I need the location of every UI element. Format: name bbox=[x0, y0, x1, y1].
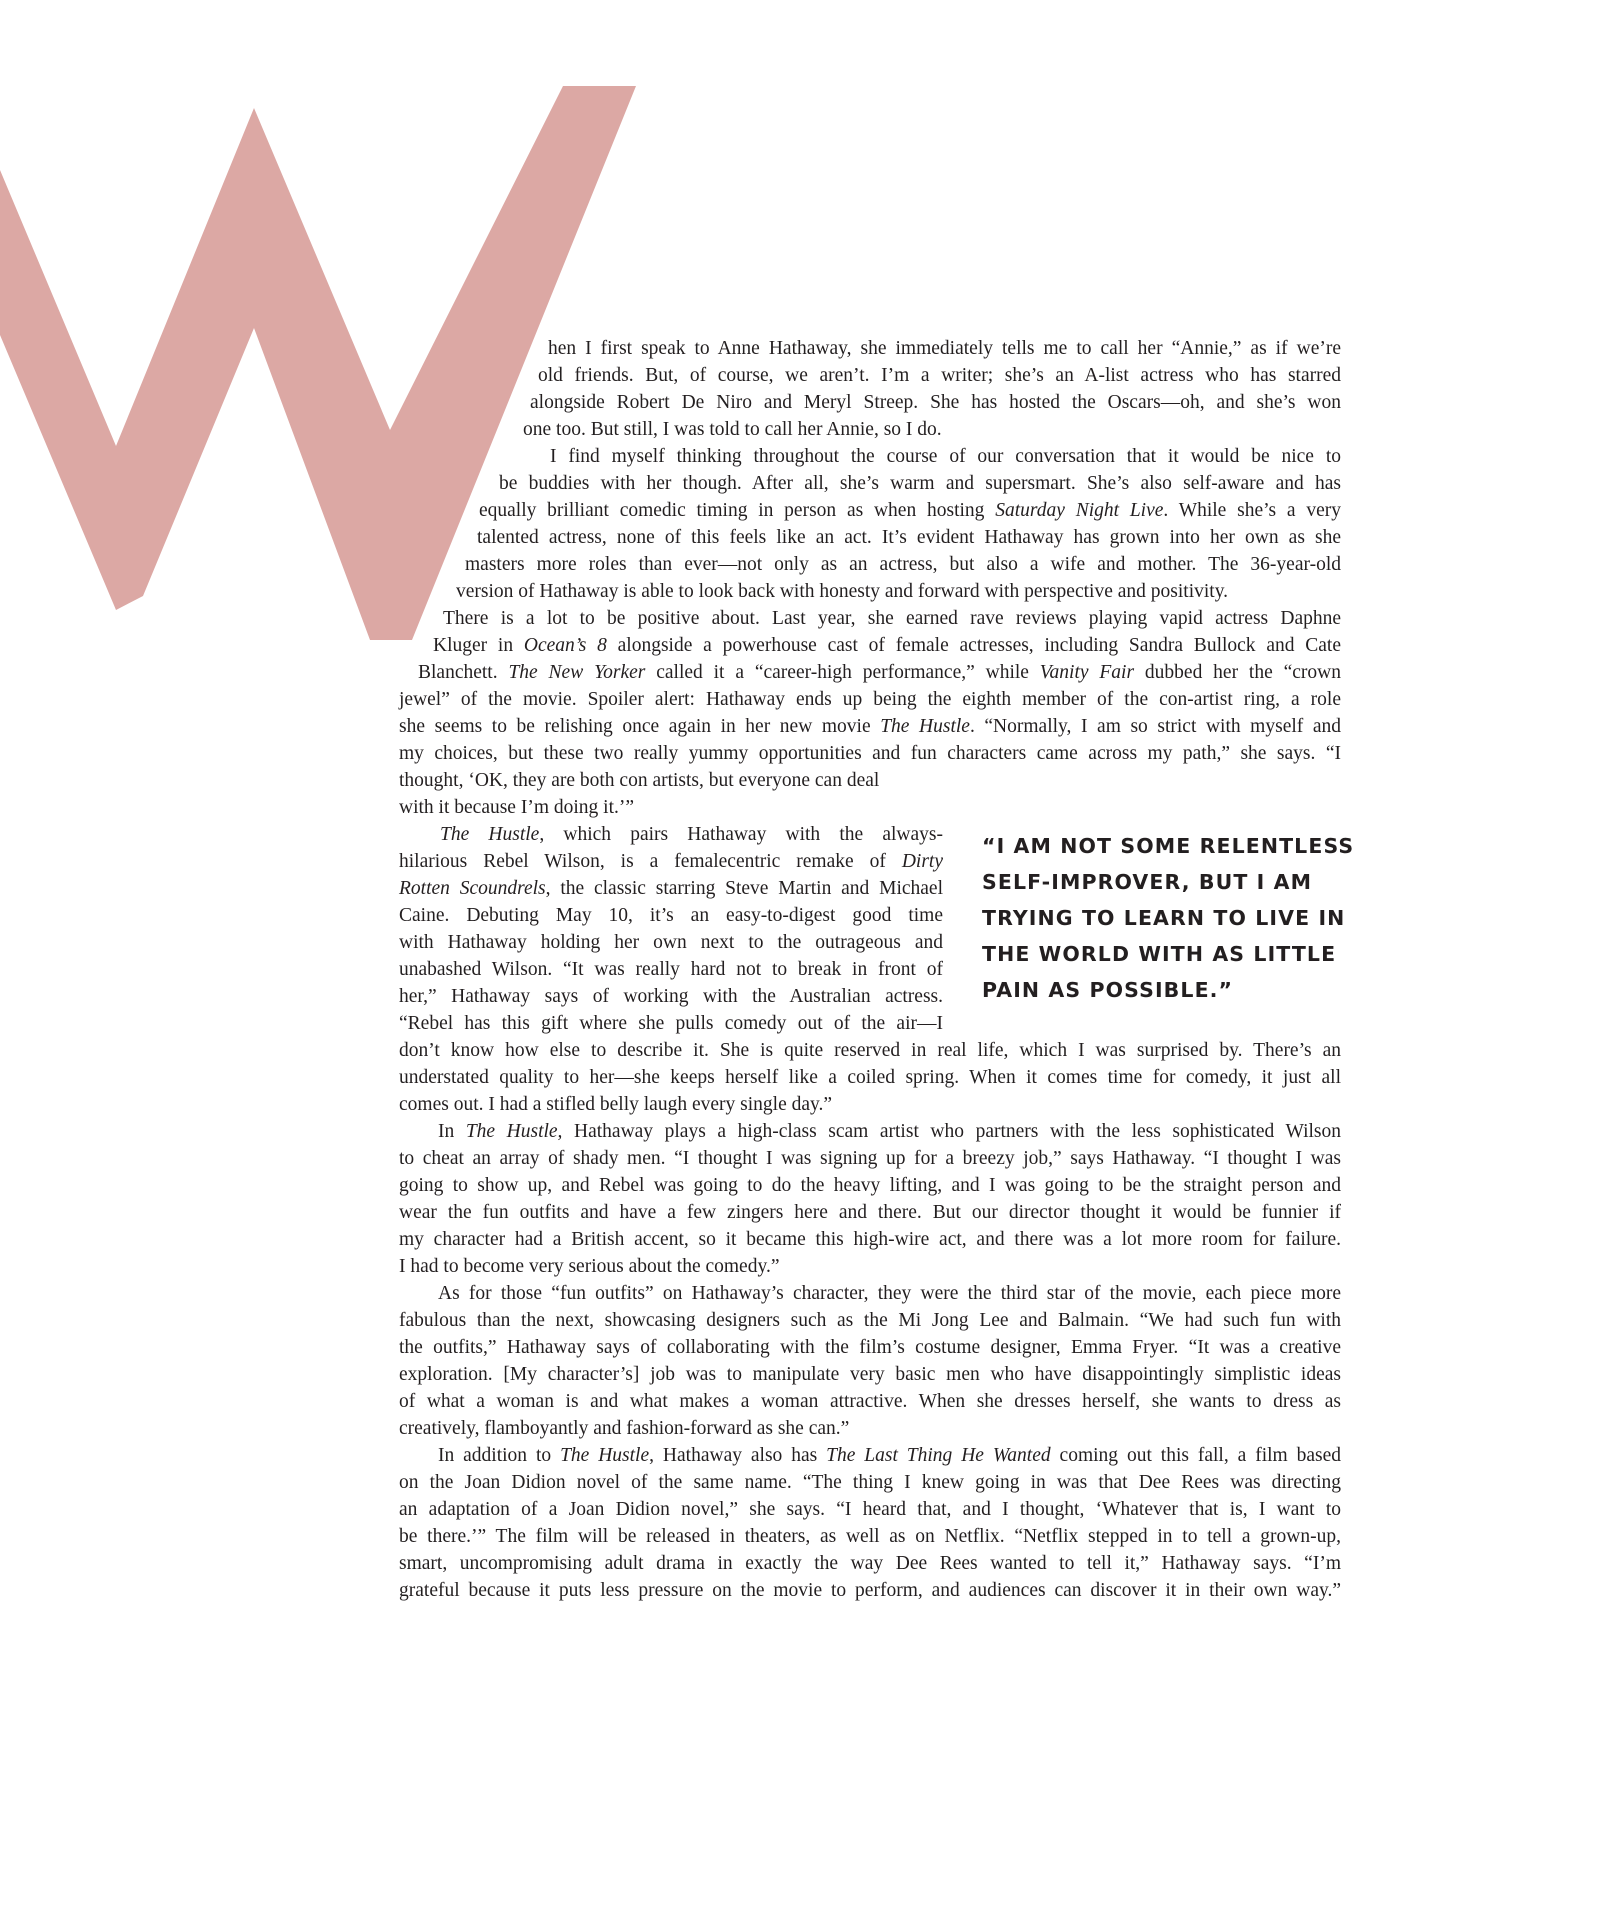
text-run: alongside Robert De Niro and Meryl Streep. She has hosted the Oscars—oh, and she’s won bbox=[530, 392, 1341, 413]
text-run: In addition to bbox=[438, 1445, 561, 1466]
text-run: equally brilliant comedic timing in person as when hosting bbox=[479, 500, 996, 521]
body-line bbox=[479, 497, 1341, 524]
body-line bbox=[440, 821, 943, 848]
text-run: comes out. I had a stifled belly laugh every single day.” bbox=[399, 1094, 833, 1115]
text-run: the outfits,” Hathaway says of collaborating with the film’s costume designer, Emma Fryer. “It was a creative bbox=[399, 1337, 1341, 1358]
text-run: , the classic starring Steve Martin and Michael bbox=[545, 878, 943, 899]
body-line bbox=[399, 794, 1341, 821]
italic-title: Dirty bbox=[901, 851, 943, 872]
text-run: old friends. But, of course, we aren’t. I’m a writer; she’s an A-list actress who has starred bbox=[538, 365, 1341, 386]
italic-title: The Last Thing He Wanted bbox=[826, 1445, 1051, 1466]
text-run: to cheat an array of shady men. “I thought I was signing up for a breezy job,” says Hathaway. “I thought I was bbox=[399, 1148, 1341, 1169]
body-line bbox=[399, 1415, 1341, 1442]
pull-quote: “I AM NOT SOME RELENTLESS SELF-IMPROVER, BUT I AM TRYING TO LEARN TO LIVE IN THE WORLD WITH AS LITTLE PAIN AS POSSIBLE.” bbox=[982, 834, 1355, 1002]
body-line bbox=[399, 1577, 1341, 1604]
body-line bbox=[399, 1226, 1341, 1253]
body-line bbox=[399, 1307, 1341, 1334]
text-run: her,” Hathaway says of working with the Australian actress. bbox=[399, 986, 943, 1007]
body-line bbox=[523, 416, 1341, 443]
body-line bbox=[399, 1496, 1341, 1523]
text-run: hen I first speak to Anne Hathaway, she immediately tells me to call her “Annie,” as if we’re bbox=[548, 338, 1341, 359]
body-line bbox=[399, 1199, 1341, 1226]
text-run: exploration. [My character’s] job was to manipulate very basic men who have disappointingly simplistic ideas bbox=[399, 1364, 1341, 1385]
body-line bbox=[548, 335, 1341, 362]
text-run: coming out this fall, a film based bbox=[1050, 1445, 1341, 1466]
body-line bbox=[399, 1469, 1341, 1496]
text-run: I find myself thinking throughout the course of our conversation that it would be nice to bbox=[550, 446, 1341, 467]
text-run: creatively, flamboyantly and fashion-forward as she can.” bbox=[399, 1418, 850, 1439]
body-line bbox=[399, 1334, 1341, 1361]
text-run: my choices, but these two really yummy opportunities and fun characters came across my path,” she says. “I bbox=[399, 743, 1341, 764]
body-line bbox=[399, 1010, 943, 1037]
text-run: wear the fun outfits and have a few zingers here and there. But our director thought it would be funnier if bbox=[399, 1202, 1341, 1223]
text-run: In bbox=[438, 1121, 466, 1142]
body-line bbox=[399, 875, 943, 902]
italic-title: The New Yorker bbox=[508, 662, 646, 683]
body-line bbox=[399, 767, 1341, 794]
body-line bbox=[399, 713, 1341, 740]
text-run: going to show up, and Rebel was going to do the heavy lifting, and I was going to be the straight person and bbox=[399, 1175, 1341, 1196]
body-line bbox=[399, 1388, 1341, 1415]
text-run: Caine. Debuting May 10, it’s an easy-to-digest good time bbox=[399, 905, 943, 926]
text-run: Hathaway plays a high-class scam artist who partners with the less sophisticated Wilson bbox=[562, 1121, 1341, 1142]
italic-title: The Hustle bbox=[440, 824, 540, 845]
text-run: she seems to be relishing once again in her new movie bbox=[399, 716, 881, 737]
italic-title: Ocean’s 8 bbox=[523, 635, 607, 656]
body-line bbox=[499, 470, 1341, 497]
text-run: an adaptation of a Joan Didion novel,” she says. “I heard that, and I thought, ‘Whatever that is, I want to bbox=[399, 1499, 1341, 1520]
italic-title: Rotten Scoundrels bbox=[399, 878, 546, 899]
text-run: on the Joan Didion novel of the same name. “The thing I knew going in was that Dee Rees was directing bbox=[399, 1472, 1341, 1493]
text-run: understated quality to her—she keeps herself like a coiled spring. When it comes time for comedy, it just all bbox=[399, 1067, 1341, 1088]
italic-title: Vanity Fair bbox=[1039, 662, 1135, 683]
body-line bbox=[399, 740, 1341, 767]
italic-title: The Hustle bbox=[880, 716, 970, 737]
body-line bbox=[438, 1280, 1341, 1307]
body-line bbox=[443, 605, 1341, 632]
text-run: There is a lot to be positive about. Last year, she earned rave reviews playing vapid actress Daphne bbox=[443, 608, 1341, 629]
text-run: Blanchett. bbox=[418, 662, 509, 683]
text-run: smart, uncompromising adult drama in exactly the way Dee Rees wanted to tell it,” Hathaway says. “I’m bbox=[399, 1553, 1341, 1574]
body-line bbox=[399, 1253, 1341, 1280]
body-line bbox=[399, 902, 943, 929]
text-run: masters more roles than ever—not only as an actress, but also a wife and mother. The 36-year-old bbox=[465, 554, 1341, 575]
text-run: of what a woman is and what makes a woman attractive. When she dresses herself, she wants to dress as bbox=[399, 1391, 1341, 1412]
text-run: unabashed Wilson. “It was really hard not to break in front of bbox=[399, 959, 943, 980]
body-line bbox=[418, 659, 1341, 686]
text-run: jewel” of the movie. Spoiler alert: Hathaway ends up being the eighth member of the con-artist ring, a role bbox=[399, 689, 1341, 710]
italic-title: The Hustle, bbox=[465, 1121, 563, 1142]
body-line bbox=[456, 578, 1341, 605]
body-line bbox=[538, 362, 1341, 389]
body-line bbox=[438, 1442, 1341, 1469]
text-run: Kluger in bbox=[433, 635, 524, 656]
body-line bbox=[433, 632, 1341, 659]
text-run: . While she’s a very bbox=[1163, 500, 1341, 521]
text-run: I had to become very serious about the comedy.” bbox=[399, 1256, 780, 1277]
text-run: be buddies with her though. After all, she’s warm and supersmart. She’s also self-aware and has bbox=[499, 473, 1341, 494]
body-line bbox=[399, 1550, 1341, 1577]
text-run: , which pairs Hathaway with the always- bbox=[539, 824, 943, 845]
body-line bbox=[399, 686, 1341, 713]
text-run: alongside a powerhouse cast of female actresses, including Sandra Bullock and Cate bbox=[606, 635, 1341, 656]
body-line bbox=[399, 1064, 1341, 1091]
text-run: one too. But still, I was told to call her Annie, so I do. bbox=[523, 419, 942, 440]
italic-title: The Hustle bbox=[560, 1445, 650, 1466]
body-line bbox=[438, 1118, 1341, 1145]
body-line bbox=[399, 1361, 1341, 1388]
text-run: with Hathaway holding her own next to the outrageous and bbox=[399, 932, 943, 953]
body-line bbox=[399, 848, 943, 875]
body-line bbox=[399, 983, 943, 1010]
text-run: dubbed her the “crown bbox=[1134, 662, 1341, 683]
text-run: my character had a British accent, so it became this high-wire act, and there was a lot more room for failure. bbox=[399, 1229, 1341, 1250]
text-run: fabulous than the next, showcasing designers such as the Mi Jong Lee and Balmain. “We had such fun with bbox=[399, 1310, 1341, 1331]
text-run: with it because I’m doing it.’” bbox=[399, 797, 635, 818]
body-line bbox=[399, 1172, 1341, 1199]
body-line bbox=[399, 1523, 1341, 1550]
body-line bbox=[530, 389, 1341, 416]
text-run: “Rebel has this gift where she pulls comedy out of the air—I bbox=[399, 1013, 943, 1034]
text-run: talented actress, none of this feels like an act. It’s evident Hathaway has grown into her own as she bbox=[477, 527, 1341, 548]
text-run: don’t know how else to describe it. She is quite reserved in real life, which I was surprised by. There’s an bbox=[399, 1040, 1341, 1061]
body-line bbox=[399, 929, 943, 956]
body-line bbox=[477, 524, 1341, 551]
body-line bbox=[399, 1145, 1341, 1172]
text-run: hilarious Rebel Wilson, is a femalecentric remake of bbox=[399, 851, 902, 872]
text-run: As for those “fun outfits” on Hathaway’s character, they were the third star of the movie, each piece more bbox=[438, 1283, 1341, 1304]
body-line bbox=[465, 551, 1341, 578]
body-line bbox=[399, 1091, 1341, 1118]
text-run: , Hathaway also has bbox=[649, 1445, 827, 1466]
body-line bbox=[399, 956, 943, 983]
text-run: be there.’” The film will be released in theaters, as well as on Netflix. “Netflix stepped in to tell a grown-up, bbox=[399, 1526, 1341, 1547]
text-run: version of Hathaway is able to look back with honesty and forward with perspective and positivity. bbox=[456, 581, 1229, 602]
body-line bbox=[550, 443, 1341, 470]
text-run: . “Normally, I am so strict with myself and bbox=[969, 716, 1341, 737]
italic-title: Saturday Night Live bbox=[995, 500, 1164, 521]
body-line bbox=[399, 1037, 1341, 1064]
text-run: thought, ‘OK, they are both con artists, but everyone can deal bbox=[399, 770, 880, 791]
text-run: called it a “career-high performance,” while bbox=[645, 662, 1040, 683]
text-run: grateful because it puts less pressure on the movie to perform, and audiences can discover it in their own way.” bbox=[399, 1580, 1341, 1601]
